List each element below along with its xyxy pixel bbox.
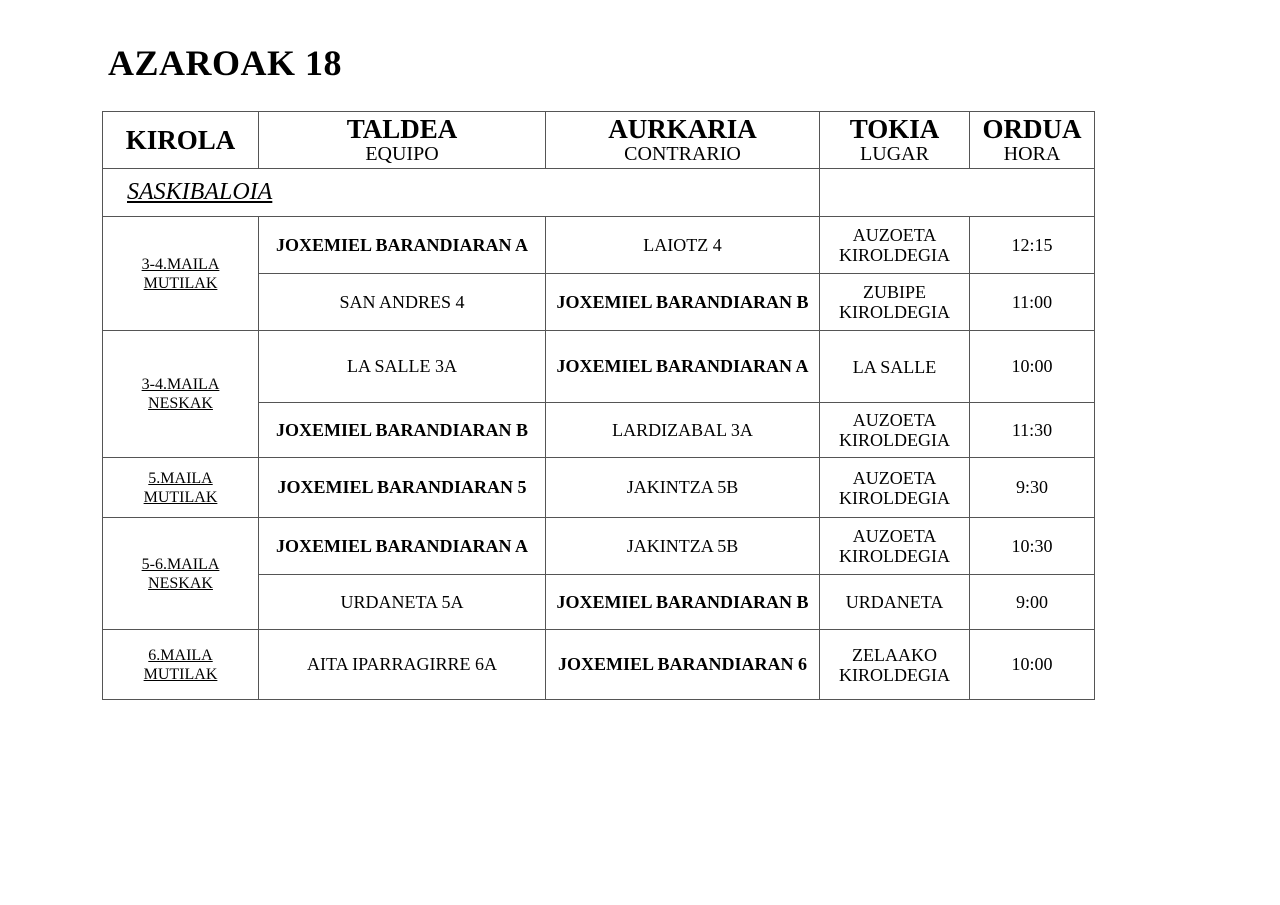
time-cell: 12:15 [970, 217, 1095, 274]
table-row [103, 217, 1095, 274]
category-gender: MUTILAK [143, 274, 218, 292]
section-empty-cell [820, 169, 1095, 217]
time-cell: 10:00 [970, 630, 1095, 700]
team-cell: JOXEMIEL BARANDIARAN 5 [259, 458, 546, 518]
place-venue: KIROLDEGIA [839, 664, 950, 685]
page-title: AZAROAK 18 [108, 43, 343, 83]
time-cell: 11:00 [970, 274, 1095, 331]
table-row [103, 630, 1095, 700]
place-name: AUZOETA [852, 410, 937, 430]
place-name: ZELAAKO [852, 644, 937, 665]
time-cell: 11:30 [970, 403, 1095, 458]
place-cell [820, 458, 970, 518]
category-cell [103, 458, 259, 518]
team-cell: AITA IPARRAGIRRE 6A [259, 630, 546, 700]
category-gender: MUTILAK [143, 665, 218, 683]
header-row [103, 112, 1095, 169]
header-hora-label: HORA [1003, 143, 1061, 165]
place-name: LA SALLE [852, 356, 937, 377]
category-gender: NESKAK [148, 395, 213, 412]
header-tokia-label: TOKIA [849, 114, 940, 144]
place-venue: KIROLDEGIA [839, 245, 950, 265]
opponent-cell: JOXEMIEL BARANDIARAN B [546, 575, 820, 630]
header-taldea [259, 112, 546, 169]
category-level: 3-4.MAILA [141, 376, 220, 393]
place-cell [820, 331, 970, 403]
header-ordua [970, 112, 1095, 169]
place-cell [820, 518, 970, 575]
place-venue: KIROLDEGIA [839, 302, 950, 322]
place-name: AUZOETA [852, 526, 937, 546]
place-cell [820, 217, 970, 274]
opponent-cell: JOXEMIEL BARANDIARAN A [546, 331, 820, 403]
time-cell: 10:30 [970, 518, 1095, 575]
section-title: SASKIBALOIA [103, 169, 820, 217]
table-row [103, 458, 1095, 518]
header-lugar-label: LUGAR [860, 143, 929, 165]
team-cell: JOXEMIEL BARANDIARAN A [259, 217, 546, 274]
header-kirola [103, 112, 259, 169]
schedule-table [102, 111, 1095, 700]
category-level: 5-6.MAILA [141, 555, 220, 573]
header-ordua-label: ORDUA [982, 114, 1082, 144]
place-venue: KIROLDEGIA [839, 430, 950, 450]
header-tokia [820, 112, 970, 169]
place-venue: KIROLDEGIA [839, 487, 950, 508]
category-gender: NESKAK [148, 574, 213, 592]
opponent-cell: JAKINTZA 5B [546, 518, 820, 575]
category-level: 6.MAILA [148, 646, 213, 664]
place-name: AUZOETA [852, 225, 937, 245]
team-cell: JOXEMIEL BARANDIARAN B [259, 403, 546, 458]
place-cell [820, 575, 970, 630]
place-cell [820, 274, 970, 331]
table-row [103, 518, 1095, 575]
header-contrario-label: CONTRARIO [624, 143, 741, 165]
team-cell: URDANETA 5A [259, 575, 546, 630]
category-cell [103, 630, 259, 700]
opponent-cell: JOXEMIEL BARANDIARAN B [546, 274, 820, 331]
opponent-cell: LAIOTZ 4 [546, 217, 820, 274]
category-cell [103, 217, 259, 331]
opponent-cell: LARDIZABAL 3A [546, 403, 820, 458]
header-aurkaria [546, 112, 820, 169]
opponent-cell: JAKINTZA 5B [546, 458, 820, 518]
table-row [103, 331, 1095, 403]
header-taldea-label: TALDEA [346, 114, 458, 144]
header-equipo-label: EQUIPO [365, 143, 439, 165]
place-name: ZUBIPE [863, 282, 926, 302]
header-aurkaria-label: AURKARIA [608, 114, 757, 144]
team-cell: JOXEMIEL BARANDIARAN A [259, 518, 546, 575]
category-level: 3-4.MAILA [141, 255, 220, 273]
place-name: URDANETA [845, 592, 944, 612]
category-cell [103, 331, 259, 458]
category-cell [103, 518, 259, 630]
place-name: AUZOETA [852, 467, 937, 488]
opponent-cell: JOXEMIEL BARANDIARAN 6 [546, 630, 820, 700]
team-cell: LA SALLE 3A [259, 331, 546, 403]
team-cell: SAN ANDRES 4 [259, 274, 546, 331]
place-cell [820, 403, 970, 458]
place-venue: KIROLDEGIA [839, 546, 950, 566]
section-row [103, 169, 1095, 217]
time-cell: 9:00 [970, 575, 1095, 630]
category-gender: MUTILAK [143, 488, 218, 506]
place-cell [820, 630, 970, 700]
time-cell: 9:30 [970, 458, 1095, 518]
schedule-body [103, 217, 1095, 700]
time-cell: 10:00 [970, 331, 1095, 403]
category-level: 5.MAILA [148, 469, 213, 487]
header-kirola-label: KIROLA [125, 124, 236, 155]
